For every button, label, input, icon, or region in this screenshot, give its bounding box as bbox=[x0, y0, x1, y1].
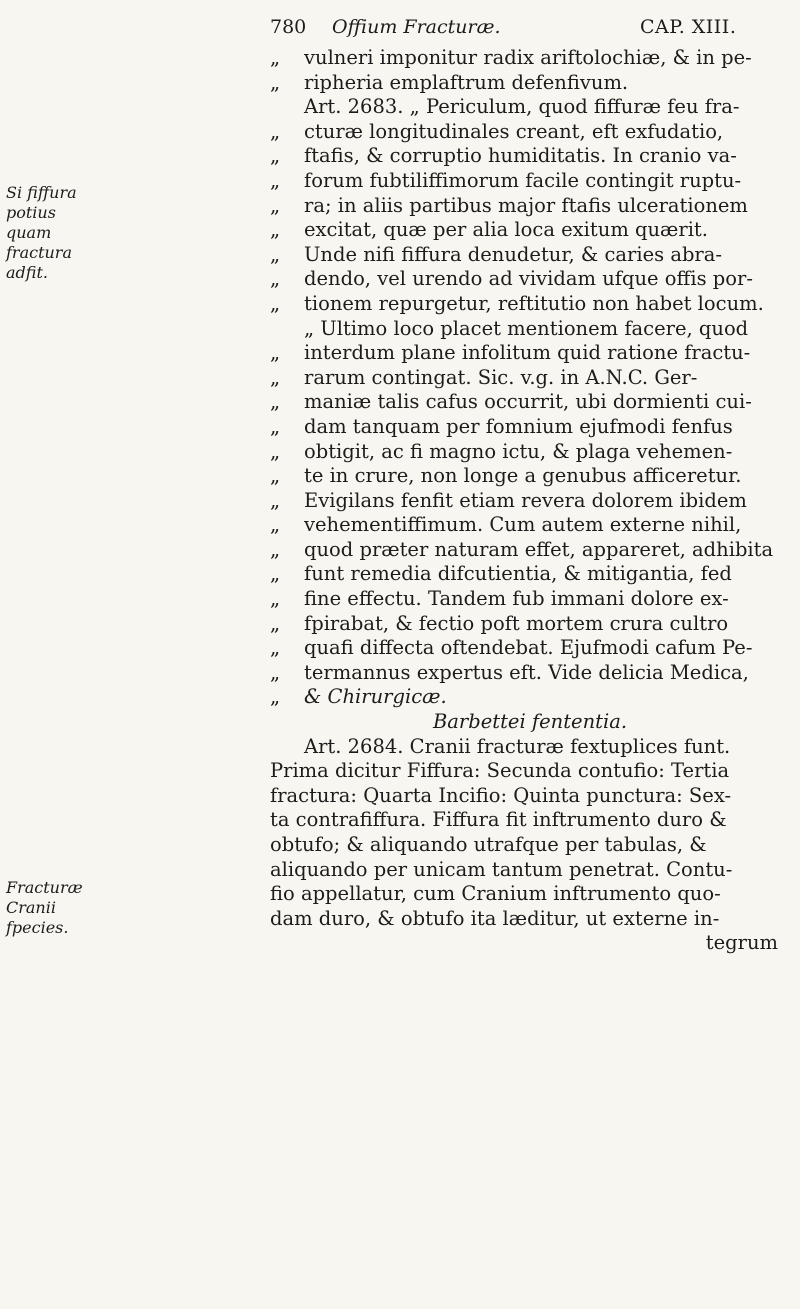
text-line: „ vulneri imponitur radix ariftolochiæ, & in pe- bbox=[270, 46, 752, 69]
text-line: „ cturæ longitudinales creant, eft exfudatio, bbox=[270, 119, 724, 143]
margin-note-fracturae-cranii: Fracturæ Cranii fpecies. bbox=[6, 878, 83, 937]
text-line: Prima dicitur Fiffura: Secunda contufio: Tertia bbox=[270, 759, 730, 783]
text-line: „ termannus expertus eft. Vide delicia Medica, bbox=[270, 660, 749, 684]
text-line: „ dendo, vel urendo ad vividam ufque offis por- bbox=[270, 267, 753, 291]
text-line: „ vehementiffimum. Cum autem externe nihil, bbox=[270, 513, 742, 537]
text-line: fractura: Quarta Incifio: Quinta punctura: Sex- bbox=[270, 783, 732, 807]
text-line: „ & Chirurgicæ. bbox=[270, 685, 447, 709]
text-line: fio appellatur, cum Cranium inftrumento quo- bbox=[270, 882, 721, 906]
catchword: tegrum bbox=[705, 931, 778, 955]
text-line: „ Unde nifi fiffura denudetur, & caries abra- bbox=[270, 242, 722, 266]
text-line: dam duro, & obtufo ita læditur, ut externe in- bbox=[270, 906, 720, 930]
text-line: „ excitat, quæ per alia loca exitum quærit. bbox=[270, 218, 708, 242]
text-line: „ ra; in aliis partibus major ftafis ulcerationem bbox=[270, 193, 748, 217]
text-line: „ maniæ talis cafus occurrit, ubi dormienti cui- bbox=[270, 390, 752, 414]
text-line: aliquando per unicam tantum penetrat. Contu- bbox=[270, 857, 733, 881]
text-line-article-2684: Art. 2684. Cranii fracturæ fextuplices funt. bbox=[304, 734, 731, 758]
running-title: Offium Fracturæ. bbox=[332, 16, 501, 38]
text-line: „ dam tanquam per fomnium ejufmodi fenfus bbox=[270, 414, 733, 438]
text-line: „ Evigilans fenfit etiam revera dolorem ibidem bbox=[270, 488, 747, 512]
text-line: „ interdum plane infolitum quid ratione fractu- bbox=[270, 341, 751, 365]
text-line: „ obtigit, ac fi magno ictu, & plaga vehemen- bbox=[270, 439, 733, 463]
text-line: „ funt remedia difcutientia, & mitigantia, fed bbox=[270, 562, 732, 586]
text-line: „ fpirabat, & fectio poft mortem crura cultro bbox=[270, 611, 729, 635]
text-line: „ te in crure, non longe a genubus afficeretur. bbox=[270, 464, 742, 488]
text-line: „ ftafis, & corruptio humiditatis. In cranio va- bbox=[270, 144, 737, 168]
text-line: ta contrafiffura. Fiffura fit inftrumento duro & bbox=[270, 808, 727, 832]
chapter-label: CAP. XIII. bbox=[640, 16, 737, 38]
text-line: „ tionem repurgetur, reftitutio non habet locum. bbox=[270, 291, 764, 315]
text-line: „ quod præter naturam effet, appareret, adhibita bbox=[270, 537, 774, 561]
text-line: obtufo; & aliquando utrafque per tabulas, & bbox=[270, 833, 707, 856]
margin-note-fissura: Si fiffura potius quam fractura adfit. bbox=[6, 183, 77, 282]
page-number: 780 bbox=[270, 16, 307, 38]
body-text bbox=[270, 46, 790, 956]
text-line: „ rarum contingat. Sic. v.g. in A.N.C. Ger- bbox=[270, 365, 698, 389]
text-line-article-2683: Art. 2683. „ Periculum, quod fiffuræ feu fra- bbox=[304, 95, 740, 119]
running-header bbox=[270, 16, 790, 44]
text-line: „ forum fubtiliffimorum facile contingit ruptu- bbox=[270, 168, 742, 192]
text-line: „ fine effectu. Tandem fub immani dolore ex- bbox=[270, 587, 729, 611]
text-line-paragraph-start: „ Ultimo loco placet mentionem facere, quod bbox=[304, 316, 749, 340]
section-heading-barbettei: Barbettei fententia. bbox=[432, 710, 628, 734]
text-line: „ ripheria emplaftrum defenfivum. bbox=[270, 70, 629, 94]
text-line: „ quafi diffecta oftendebat. Ejufmodi cafum Pe- bbox=[270, 636, 753, 660]
